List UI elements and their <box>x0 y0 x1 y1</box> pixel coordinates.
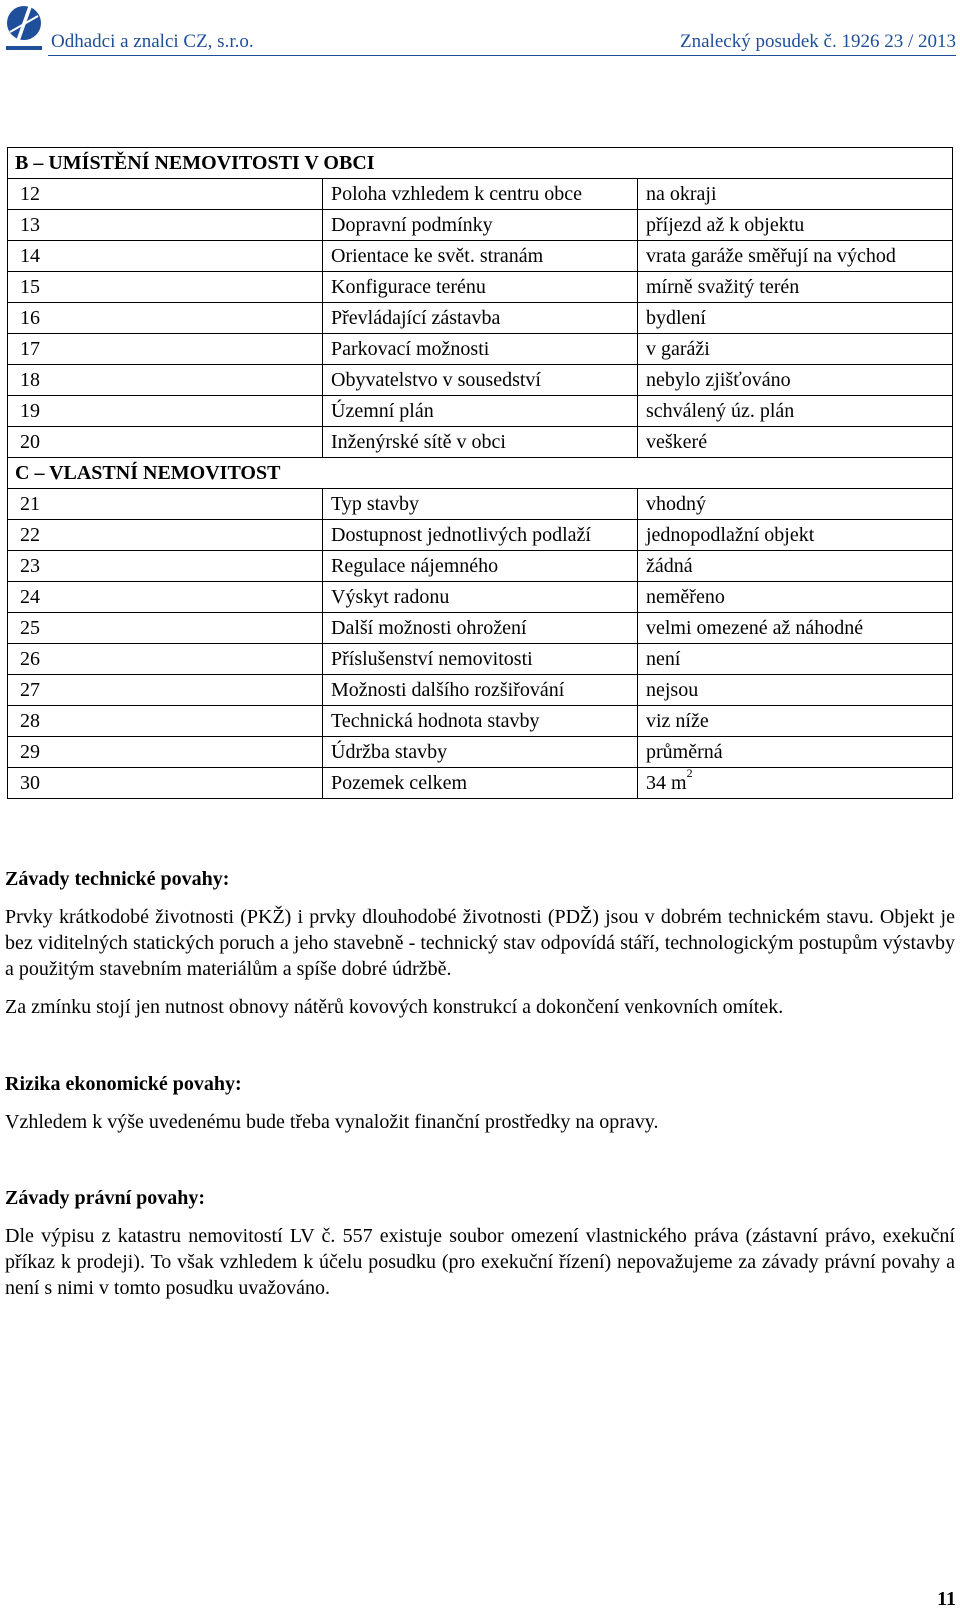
row-number: 14 <box>8 241 323 272</box>
table-row <box>8 427 953 458</box>
row-number: 27 <box>8 675 323 706</box>
row-value: schválený úz. plán <box>638 396 953 427</box>
row-label: Konfigurace terénu <box>323 272 638 303</box>
section-c-title: C – VLASTNÍ NEMOVITOST <box>8 458 953 489</box>
row-value: příjezd až k objektu <box>638 210 953 241</box>
row-label: Obyvatelstvo v sousedství <box>323 365 638 396</box>
row-number: 13 <box>8 210 323 241</box>
row-label: Regulace nájemného <box>323 551 638 582</box>
row-label: Inženýrské sítě v obci <box>323 427 638 458</box>
row-label: Další možnosti ohrožení <box>323 613 638 644</box>
row-value: vrata garáže směřují na východ <box>638 241 953 272</box>
row-value: velmi omezené až náhodné <box>638 613 953 644</box>
row-label: Orientace ke svět. stranám <box>323 241 638 272</box>
table-row <box>8 210 953 241</box>
header-divider <box>48 55 956 56</box>
page-number: 11 <box>937 1588 956 1610</box>
row-value: veškeré <box>638 427 953 458</box>
table-row <box>8 396 953 427</box>
row-number: 25 <box>8 613 323 644</box>
section-c-row <box>8 458 953 489</box>
table-row <box>8 582 953 613</box>
row-number: 19 <box>8 396 323 427</box>
section-b-row <box>8 148 953 179</box>
row-number: 29 <box>8 737 323 768</box>
row-label: Parkovací možnosti <box>323 334 638 365</box>
row-value <box>638 768 953 799</box>
table-row <box>8 489 953 520</box>
row-number: 23 <box>8 551 323 582</box>
table-row <box>8 737 953 768</box>
row-label: Příslušenství nemovitosti <box>323 644 638 675</box>
table-row <box>8 272 953 303</box>
row-label: Poloha vzhledem k centru obce <box>323 179 638 210</box>
row-value: neměřeno <box>638 582 953 613</box>
row-label: Možnosti dalšího rozšiřování <box>323 675 638 706</box>
document-reference: Znalecký posudek č. 1926 23 / 2013 <box>680 31 956 52</box>
legal-defects-heading: Závady právní povahy: <box>5 1187 206 1209</box>
company-name: Odhadci a znalci CZ, s.r.o. <box>51 31 254 52</box>
table-row <box>8 613 953 644</box>
row-number: 26 <box>8 644 323 675</box>
economic-risks-heading: Rizika ekonomické povahy: <box>5 1073 242 1095</box>
technical-defects-paragraph: Prvky krátkodobé životnosti (PKŽ) i prvky dlouhodobé životnosti (PDŽ) jsou v dobrém technickém stavu. Objekt je bez viditelných statických poruch a jeho stavebně - technický stav odpovídá stáří, technologickým postupům výstavby a použitým stavebním materiálům a spíše dobré údržbě. <box>5 906 955 980</box>
row-value: viz níže <box>638 706 953 737</box>
technical-note-paragraph: Za zmínku stojí jen nutnost obnovy nátěrů kovových konstrukcí a dokončení venkovních omítek. <box>5 996 784 1018</box>
row-number: 12 <box>8 179 323 210</box>
row-value: žádná <box>638 551 953 582</box>
row-number: 21 <box>8 489 323 520</box>
table-row <box>8 179 953 210</box>
property-table <box>7 147 953 799</box>
row-label: Technická hodnota stavby <box>323 706 638 737</box>
technical-defects-heading: Závady technické povahy: <box>5 868 230 890</box>
row-value: není <box>638 644 953 675</box>
legal-defects-paragraph: Dle výpisu z katastru nemovitostí LV č. 557 existuje soubor omezení vlastnického práva (zástavní právo, exekuční příkaz k prodeji). To však vzhledem k účelu posudku (pro exekuční řízení) nepovažujeme za závady právní povahy a není s nimi v tomto posudku uvažováno. <box>5 1225 955 1299</box>
row-label: Údržba stavby <box>323 737 638 768</box>
row-value: mírně svažitý terén <box>638 272 953 303</box>
row-label: Převládající zástavba <box>323 303 638 334</box>
row-label: Dostupnost jednotlivých podlaží <box>323 520 638 551</box>
economic-risks-paragraph: Vzhledem k výše uvedenému bude třeba vynaložit finanční prostředky na opravy. <box>5 1111 659 1133</box>
company-logo <box>4 2 44 52</box>
row-value: vhodný <box>638 489 953 520</box>
row-label: Typ stavby <box>323 489 638 520</box>
row-value-superscript: 2 <box>686 767 693 781</box>
row-value: na okraji <box>638 179 953 210</box>
table-row <box>8 768 953 799</box>
page-header <box>0 0 960 58</box>
table-row <box>8 241 953 272</box>
table-row <box>8 675 953 706</box>
table-row <box>8 551 953 582</box>
row-number: 20 <box>8 427 323 458</box>
table-row <box>8 706 953 737</box>
row-value: nebylo zjišťováno <box>638 365 953 396</box>
table-row <box>8 644 953 675</box>
row-value: v garáži <box>638 334 953 365</box>
row-number: 15 <box>8 272 323 303</box>
row-number: 24 <box>8 582 323 613</box>
table-row <box>8 365 953 396</box>
row-number: 18 <box>8 365 323 396</box>
section-b-title: B – UMÍSTĚNÍ NEMOVITOSTI V OBCI <box>8 148 953 179</box>
row-value: bydlení <box>638 303 953 334</box>
table-row <box>8 334 953 365</box>
row-value: jednopodlažní objekt <box>638 520 953 551</box>
row-label: Územní plán <box>323 396 638 427</box>
row-label: Výskyt radonu <box>323 582 638 613</box>
table-row <box>8 520 953 551</box>
row-number: 28 <box>8 706 323 737</box>
row-label: Pozemek celkem <box>323 768 638 799</box>
row-number: 17 <box>8 334 323 365</box>
row-number: 16 <box>8 303 323 334</box>
row-value: nejsou <box>638 675 953 706</box>
row-label: Dopravní podmínky <box>323 210 638 241</box>
row-value-text: 34 m <box>646 772 687 794</box>
row-number: 30 <box>8 768 323 799</box>
row-value: průměrná <box>638 737 953 768</box>
row-number: 22 <box>8 520 323 551</box>
table-row <box>8 303 953 334</box>
